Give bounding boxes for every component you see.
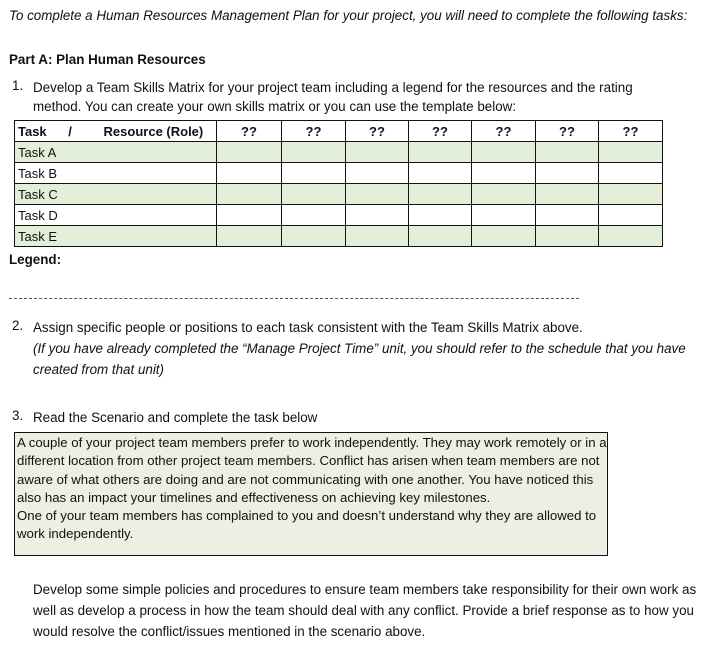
row-label: Task D [15, 205, 217, 226]
matrix-cell[interactable] [346, 142, 409, 163]
matrix-cell[interactable] [409, 142, 472, 163]
matrix-row-task-a [15, 142, 663, 163]
task2-text: Assign specific people or positions to each task consistent with the Team Skills Matrix above. [33, 320, 583, 335]
matrix-cell[interactable] [536, 205, 599, 226]
matrix-header-task-resource [15, 121, 217, 142]
matrix-row-task-e [15, 226, 663, 247]
matrix-header-col: ?? [536, 121, 599, 142]
task2-number: 2. [12, 318, 24, 333]
matrix-cell[interactable] [217, 205, 282, 226]
scenario-paragraph-1: A couple of your project team members prefer to work independently. They may work remotely or in a different location from other project team members. Conflict has arisen when team members are not aware of what others are doing and are not communicating with one another. You have noticed this also has an impact your timelines and effectiveness on achieving key milestones. [17, 435, 607, 505]
matrix-cell[interactable] [282, 142, 346, 163]
matrix-cell[interactable] [599, 226, 663, 247]
matrix-cell[interactable] [472, 163, 536, 184]
matrix-cell[interactable] [472, 226, 536, 247]
matrix-header-col: ?? [409, 121, 472, 142]
matrix-cell[interactable] [282, 163, 346, 184]
task1-text: Develop a Team Skills Matrix for your project team including a legend for the resources and the rating method. You can create your own skills matrix or you can use the template below: [33, 80, 633, 114]
matrix-cell[interactable] [599, 163, 663, 184]
matrix-cell[interactable] [346, 226, 409, 247]
matrix-header-col: ?? [472, 121, 536, 142]
matrix-cell[interactable] [599, 205, 663, 226]
matrix-cell[interactable] [409, 205, 472, 226]
matrix-cell[interactable] [217, 184, 282, 205]
scenario-paragraph-2: One of your team members has complained to you and doesn’t understand why they are allowed to work independently. [17, 508, 597, 542]
row-label: Task E [15, 226, 217, 247]
matrix-cell[interactable] [217, 226, 282, 247]
row-label: Task B [15, 163, 217, 184]
matrix-cell[interactable] [536, 226, 599, 247]
legend-label: Legend: [9, 252, 62, 267]
row-label: Task A [15, 142, 217, 163]
matrix-header-col: ?? [217, 121, 282, 142]
matrix-cell[interactable] [472, 205, 536, 226]
closing-instructions: Develop some simple policies and procedures to ensure team members take responsibility for their own work as well as develop a process in how the team should deal with any conflict. Provide a brief response as to how you would resolve the conflict/issues mentioned in the scenario above. [33, 582, 697, 639]
matrix-cell[interactable] [409, 184, 472, 205]
task3-number: 3. [12, 408, 24, 423]
row-label: Task C [15, 184, 217, 205]
matrix-cell[interactable] [217, 163, 282, 184]
matrix-row-task-c [15, 184, 663, 205]
matrix-header-col: ?? [282, 121, 346, 142]
matrix-cell[interactable] [409, 163, 472, 184]
matrix-cell[interactable] [536, 184, 599, 205]
matrix-cell[interactable] [282, 184, 346, 205]
matrix-cell[interactable] [409, 226, 472, 247]
skills-matrix [14, 120, 663, 247]
intro-text: To complete a Human Resources Management Plan for your project, you will need to complete the following tasks: [9, 8, 688, 23]
matrix-cell[interactable] [599, 142, 663, 163]
matrix-row-task-d [15, 205, 663, 226]
matrix-cell[interactable] [346, 163, 409, 184]
matrix-header-row [15, 121, 663, 142]
dashed-divider [9, 298, 579, 299]
matrix-row-task-b [15, 163, 663, 184]
matrix-cell[interactable] [282, 205, 346, 226]
task2-note: (If you have already completed the “Manage Project Time” unit, you should refer to the schedule that you have created from that unit) [33, 341, 686, 377]
task3-text: Read the Scenario and complete the task below [33, 410, 318, 425]
matrix-cell[interactable] [282, 226, 346, 247]
matrix-header-col: ?? [346, 121, 409, 142]
matrix-cell[interactable] [536, 163, 599, 184]
part-a-title: Part A: Plan Human Resources [9, 52, 206, 67]
scenario-box [14, 432, 608, 556]
matrix-cell[interactable] [536, 142, 599, 163]
matrix-cell[interactable] [599, 184, 663, 205]
matrix-cell[interactable] [472, 142, 536, 163]
matrix-cell[interactable] [217, 142, 282, 163]
header-task-label: Task [18, 123, 47, 139]
matrix-cell[interactable] [346, 184, 409, 205]
task1-number: 1. [12, 78, 24, 93]
header-resource-label: Resource (Role) [103, 123, 204, 139]
header-slash: / [68, 123, 72, 139]
matrix-cell[interactable] [346, 205, 409, 226]
matrix-cell[interactable] [472, 184, 536, 205]
matrix-header-col: ?? [599, 121, 663, 142]
